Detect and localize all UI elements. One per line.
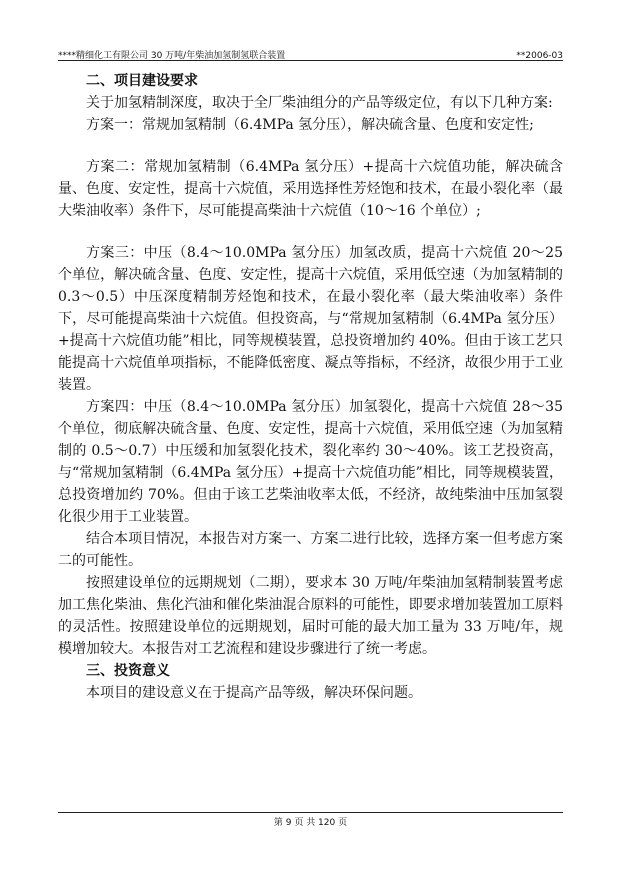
footer-rule [58,812,563,813]
plan-3: 方案三：中压（8.4～10.0MPa 氢分压）加氢改质，提高十六烷值 20～25 个单位，解决硫含量、色度、安定性，提高十六烷值，采用低空速（为加氢精制的 0.3～0.5）中压深度精制芳烃饱和技术，在最小裂化率（最大柴油收率）条件下，尽可能提高柴油十六烷值。但投资高，与“常规加氢精制（6.4MPa 氢分压）+提高十六烷值功能”相比，同等规模装置，总投资增加约 40%。但由于该工艺只能提高十六烷值单项指标，不能降低密度、凝点等指标，不经济，故很少用于工业装置。 [58,245,563,393]
page-header [58,45,563,61]
section-2-intro: 关于加氢精制深度，取决于全厂柴油组分的产品等级定位，有以下几种方案: [86,95,553,111]
spacer [58,222,563,242]
plan-4: 方案四：中压（8.4～10.0MPa 氢分压）加氢裂化，提高十六烷值 28～35 个单位，彻底解决硫含量、色度、安定性，提高十六烷值，采用低空速（为加氢精制的 0.5～0.7）中压缓和加氢裂化技术，裂化率约 30～40%。该工艺投资高，与“常规加氢精制（6.4MPa 氢分压）+提高十六烷值功能”相比，同等规模装置，总投资增加约 70%。但由于该工艺柴油收率太低，不经济，故纯柴油中压加氢裂化很少用于工业装置。 [58,399,563,525]
section-2-title: 二、项目建设要求 [86,73,198,89]
header-code: **2006-03 [516,51,563,61]
plan-1: 方案一：常规加氢精制（6.4MPa 氢分压），解决硫含量、色度和安定性; [86,117,534,133]
spacer [58,136,563,156]
page-number: 第 9 页 共 120 页 [273,818,348,828]
conclusion-paragraph: 结合本项目情况，本报告对方案一、方案二进行比较，选择方案一但考虑方案二的可能性。 [58,531,563,569]
document-body [58,70,563,704]
long-term-plan-paragraph: 按照建设单位的远期规划（二期），要求本 30 万吨/年柴油加氢精制装置考虑加工焦化柴油、焦化汽油和催化柴油混合原料的可能性，即要求增加装置加工原料的灵活性。按照建设单位的远期规划，届时可能的最大加工量为 33 万吨/年，规模增加较大。本报告对工艺流程和建设步骤进行了统一考虑。 [58,575,563,657]
section-3-title: 三、投资意义 [86,663,170,679]
header-rule [58,60,563,61]
plan-2: 方案二：常规加氢精制（6.4MPa 氢分压）+提高十六烷值功能，解决硫含量、色度、安定性，提高十六烷值，采用选择性芳烃饱和技术，在最小裂化率（最大柴油收率）条件下，尽可能提高柴油十六烷值（10～16 个单位）; [58,159,563,219]
section-3-body: 本项目的建设意义在于提高产品等级，解决环保问题。 [86,685,422,701]
header-company: ****精细化工有限公司 30 万吨/年柴油加氢制氢联合装置 [58,51,286,61]
